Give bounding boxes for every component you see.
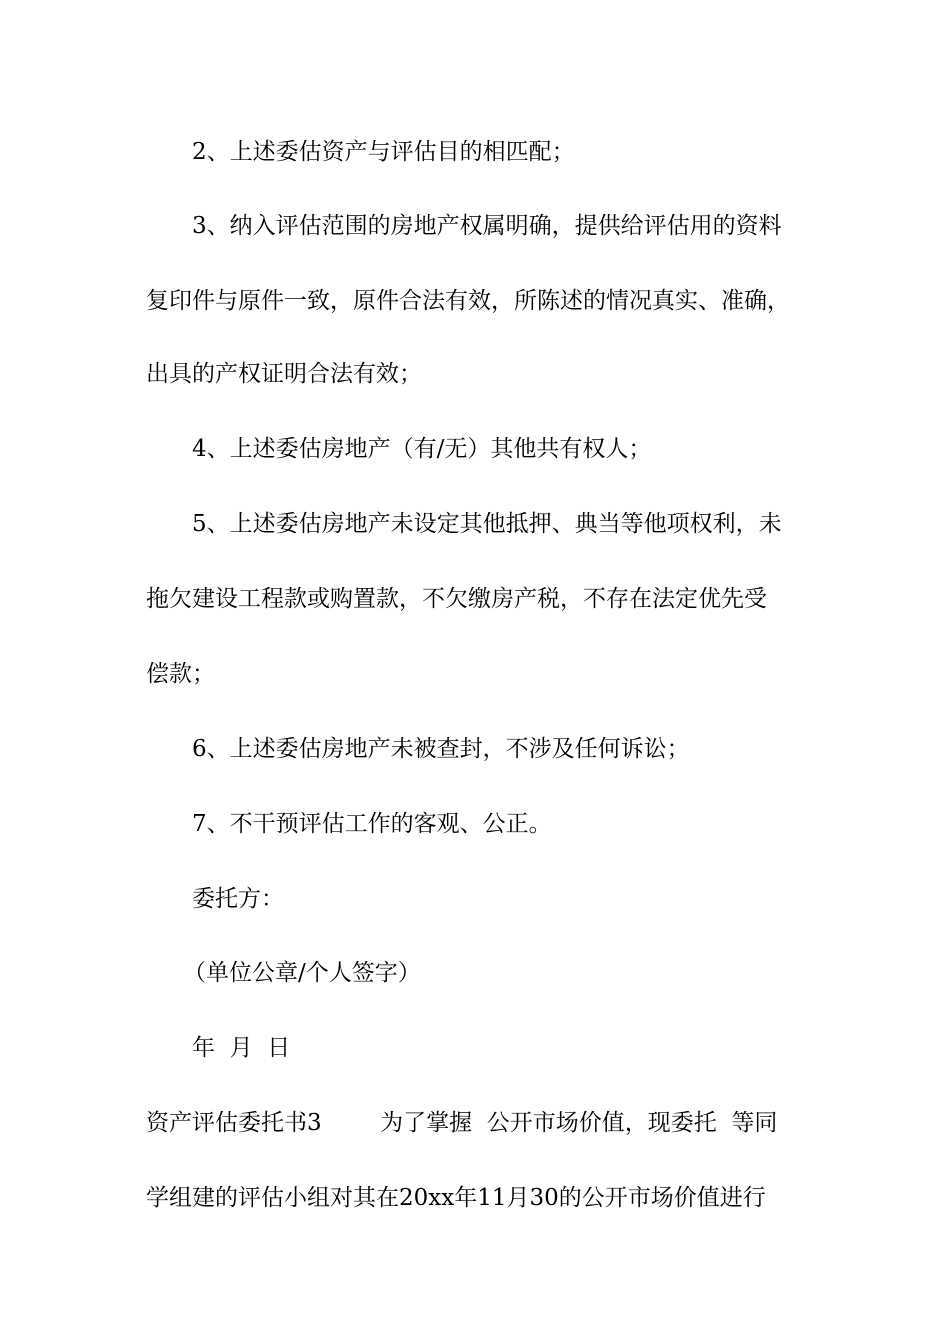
- date-line: 年 月 日: [192, 1035, 291, 1061]
- paragraph-item-5-line-2: 拖欠建设工程款或购置款，不欠缴房产税，不存在法定优先受: [146, 586, 767, 612]
- section-heading-line: 资产评估委托书3 为了掌握 公开市场价值，现委托 等同: [146, 1110, 778, 1136]
- seal-signature-note: （单位公章/个人签字）: [183, 960, 421, 986]
- paragraph-item-4: 4、上述委估房地产（有/无）其他共有权人；: [192, 436, 652, 462]
- paragraph-item-5-line-1: 5、上述委估房地产未设定其他抵押、典当等他项权利，未: [192, 511, 782, 537]
- paragraph-item-7: 7、不干预评估工作的客观、公正。: [192, 811, 552, 837]
- paragraph-item-6: 6、上述委估房地产未被查封，不涉及任何诉讼；: [192, 736, 690, 762]
- paragraph-item-3-line-3: 出具的产权证明合法有效；: [146, 361, 422, 387]
- paragraph-item-3-line-1: 3、纳入评估范围的房地产权属明确，提供给评估用的资料: [192, 213, 782, 239]
- client-label: 委托方：: [192, 886, 284, 912]
- paragraph-item-5-line-3: 偿款；: [146, 661, 215, 687]
- section-body-line: 学组建的评估小组对其在20xx年11月30的公开市场价值进行: [146, 1185, 766, 1211]
- paragraph-item-3-line-2: 复印件与原件一致，原件合法有效，所陈述的情况真实、准确，: [146, 288, 790, 314]
- paragraph-item-2: 2、上述委估资产与评估目的相匹配；: [192, 139, 575, 165]
